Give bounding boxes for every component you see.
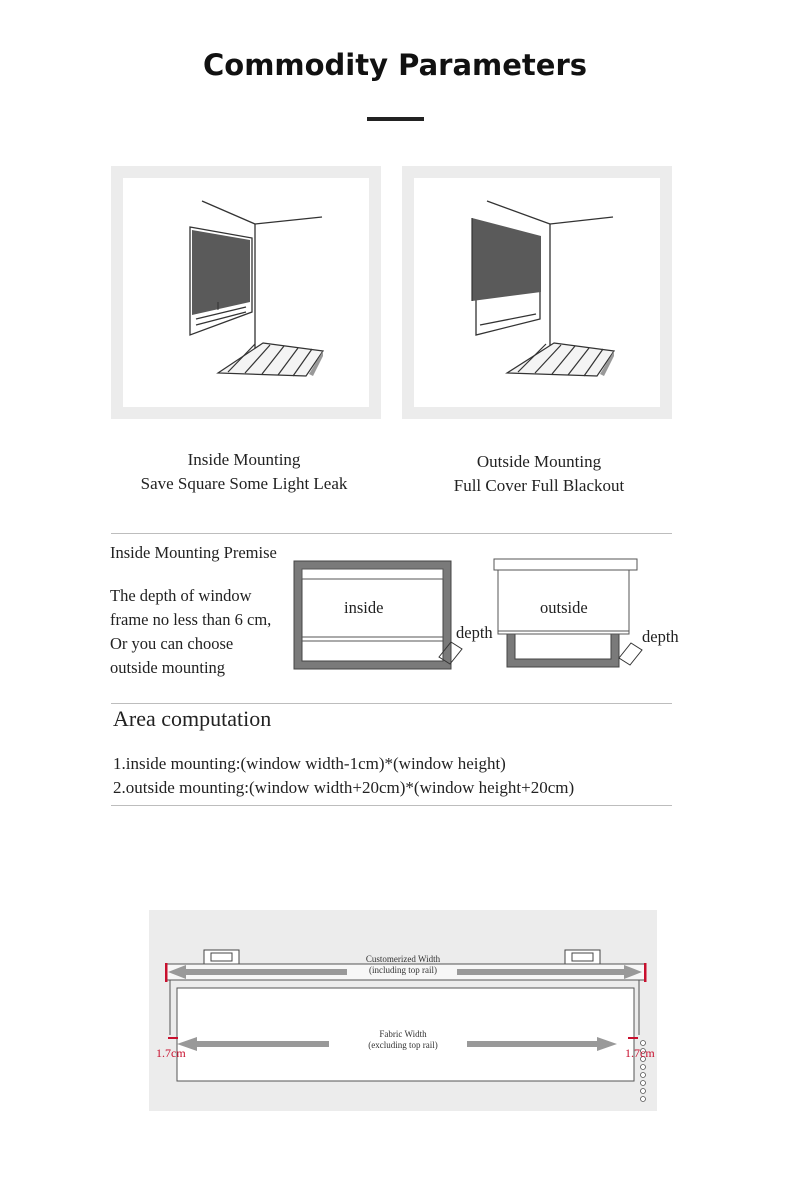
width-measurement-diagram <box>149 910 657 1111</box>
premise-line: Or you can choose <box>110 634 234 653</box>
title-underline <box>367 117 424 121</box>
outside-label: outside <box>540 598 588 617</box>
depth-label: depth <box>642 627 679 646</box>
area-formula: 2.outside mounting:(window width+20cm)*(window height+20cm) <box>113 778 575 797</box>
right-offset-label: 1.7cm <box>625 1046 655 1060</box>
area-formulas <box>113 752 574 800</box>
outside-mounting-illustration <box>402 166 672 419</box>
inside-frame-diagram <box>293 560 473 672</box>
inside-mounting-desc: Save Square Some Light Leak <box>140 474 348 493</box>
area-formula: 1.inside mounting:(window width-1cm)*(window height) <box>113 754 506 773</box>
room-inside-mount-icon <box>123 178 369 407</box>
outside-mounting-desc: Full Cover Full Blackout <box>453 476 625 495</box>
divider <box>111 533 672 534</box>
premise-text <box>110 584 271 680</box>
inside-mounting-caption <box>111 448 377 496</box>
premise-line: frame no less than 6 cm, <box>110 610 272 629</box>
inside-mounting-illustration <box>111 166 381 419</box>
outside-mounting-caption <box>406 450 672 498</box>
inside-mounting-name: Inside Mounting <box>187 450 301 469</box>
room-outside-mount-icon <box>414 178 660 407</box>
custom-width-note: (including top rail) <box>369 965 437 975</box>
left-offset-label: 1.7cm <box>156 1046 186 1060</box>
outside-frame-diagram <box>493 558 653 670</box>
depth-label: depth <box>456 623 493 642</box>
premise-line: The depth of window <box>110 586 252 605</box>
fabric-width-note: (excluding top rail) <box>368 1040 438 1050</box>
divider <box>111 805 672 806</box>
premise-heading: Inside Mounting Premise <box>110 543 277 562</box>
divider <box>111 703 672 704</box>
fabric-width-label <box>343 1029 463 1051</box>
area-heading: Area computation <box>113 706 272 731</box>
premise-line: outside mounting <box>110 658 226 677</box>
page-title: Commodity Parameters <box>202 48 588 82</box>
custom-width-title: Customerized Width <box>365 954 441 964</box>
inside-label: inside <box>344 598 384 617</box>
outside-mounting-name: Outside Mounting <box>476 452 602 471</box>
custom-width-label <box>343 954 463 976</box>
blind-width-icon <box>149 910 657 1111</box>
fabric-width-title: Fabric Width <box>379 1029 427 1039</box>
